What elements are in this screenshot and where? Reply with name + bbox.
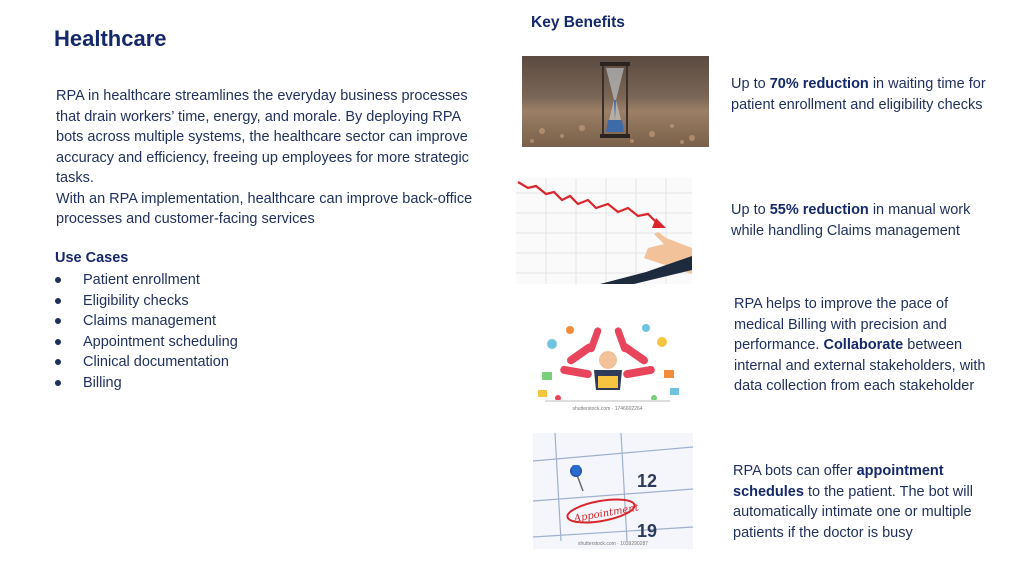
benefit-text-part: RPA helps to improve the pace of medical Billing with precision and performance. xyxy=(734,296,949,353)
bullet-icon xyxy=(55,339,61,345)
benefit-text-part: between internal and external stakeholders, with data collection from each stakeholder xyxy=(734,337,986,394)
use-case-item xyxy=(55,352,238,373)
benefit-text-1 xyxy=(731,74,1016,115)
key-benefits-heading: Key Benefits xyxy=(531,14,625,31)
calendar-appointment-word: Appointment xyxy=(573,502,640,525)
multitasking-person-image xyxy=(530,320,685,415)
benefit-text-part: to the patient. The bot will automatically intimate one or multiple patients if the doctor is busy xyxy=(733,483,973,541)
calendar-number-19: 19 xyxy=(637,521,658,541)
image-caption: shutterstock.com · 1039290287 xyxy=(577,541,649,547)
use-case-label: Appointment scheduling xyxy=(83,333,238,350)
use-case-item xyxy=(55,373,238,394)
bullet-icon xyxy=(55,380,61,386)
benefit-highlight: Collaborate xyxy=(823,337,904,353)
slide-title: Healthcare xyxy=(54,26,167,51)
use-case-item xyxy=(55,270,238,291)
benefit-text-2 xyxy=(731,200,1001,241)
use-case-label: Eligibility checks xyxy=(83,292,189,309)
benefit-text-part: RPA bots can offer xyxy=(733,463,857,479)
declining-chart-image xyxy=(516,178,692,284)
bullet-icon xyxy=(55,298,61,304)
calendar-appointment-image xyxy=(533,433,693,549)
benefit-text-part: Up to xyxy=(731,202,770,218)
benefit-highlight: appointment schedules xyxy=(733,463,944,500)
benefit-text-3 xyxy=(734,294,996,397)
bullet-icon xyxy=(55,318,61,324)
intro-paragraph-1: RPA in healthcare streamlines the everyday business processes that drain workers’ time, energy, and morale. By deploying RPA bots across multiple systems, the healthcare sector can improve accuracy and efficiency, freeing up employees for more strategic tasks. xyxy=(56,88,469,186)
hourglass-image xyxy=(522,56,709,147)
bullet-icon xyxy=(55,277,61,283)
use-case-label: Clinical documentation xyxy=(83,354,229,370)
bullet-icon xyxy=(55,359,61,365)
use-case-item xyxy=(55,311,238,332)
image-caption: shutterstock.com · 1746602264 xyxy=(572,406,643,412)
use-case-label: Patient enrollment xyxy=(83,272,200,288)
use-case-label: Claims management xyxy=(83,313,216,329)
benefit-text-part: in manual work while handling Claims management xyxy=(731,202,971,239)
use-case-item xyxy=(55,332,238,353)
use-case-label: Billing xyxy=(83,374,122,391)
intro-text xyxy=(56,86,476,230)
use-cases-heading: Use Cases xyxy=(55,250,129,266)
benefit-text-part: Up to xyxy=(731,76,770,92)
intro-paragraph-2: With an RPA implementation, healthcare can improve back-office processes and customer-facing services xyxy=(56,190,473,227)
calendar-number-12: 12 xyxy=(637,471,658,491)
benefit-highlight: 55% reduction xyxy=(769,202,869,218)
use-case-item xyxy=(55,291,238,312)
benefit-highlight: 70% reduction xyxy=(769,76,869,92)
use-cases-list xyxy=(55,270,238,393)
benefit-text-4 xyxy=(733,461,1008,543)
benefit-text-part: in waiting time for patient enrollment and eligibility checks xyxy=(731,76,986,113)
